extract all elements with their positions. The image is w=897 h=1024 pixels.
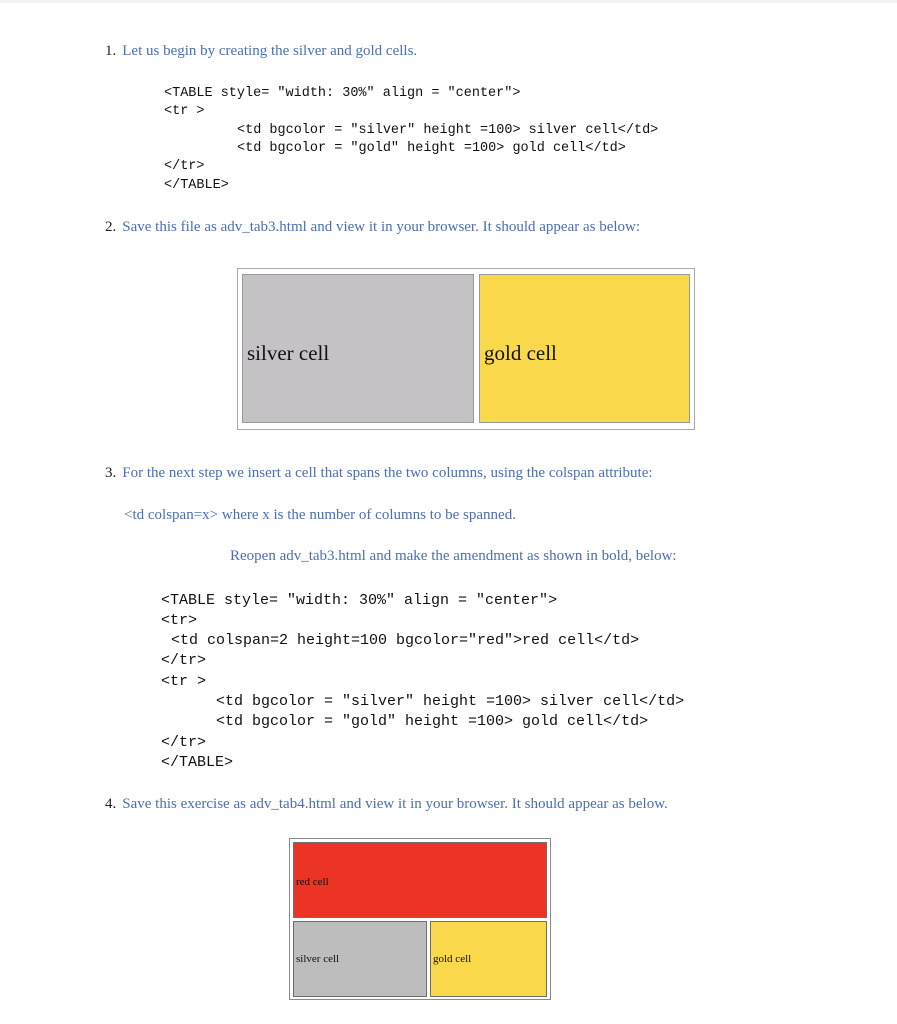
figure-colspan-table bbox=[289, 838, 551, 1000]
step-1-text: Let us begin by creating the silver and gold cells. bbox=[122, 43, 418, 59]
silver-cell bbox=[293, 921, 427, 997]
silver-cell-label: silver cell bbox=[247, 341, 330, 365]
figure-silver-gold-table bbox=[237, 268, 695, 430]
code1-line-1: <TABLE style= "width: 30%" align = "center"> bbox=[164, 86, 521, 101]
step-1-number: 1. bbox=[105, 43, 117, 59]
code2-line-2: <tr> bbox=[161, 612, 198, 629]
code1-line-2: <tr > bbox=[164, 104, 205, 119]
code2-line-4: </tr> bbox=[161, 652, 207, 669]
code2-line-1: <TABLE style= "width: 30%" align = "center"> bbox=[161, 592, 558, 609]
gold-cell bbox=[430, 921, 547, 997]
code1-line-4: <td bgcolor = "gold" height =100> gold cell</td> bbox=[237, 141, 626, 156]
gold-cell-label: gold cell bbox=[433, 953, 472, 965]
gold-cell-label: gold cell bbox=[484, 341, 557, 365]
step-4 bbox=[105, 796, 668, 813]
code1-line-5: </tr> bbox=[164, 159, 205, 174]
step-3 bbox=[105, 465, 653, 482]
step-4-text: Save this exercise as adv_tab4.html and view it in your browser. It should appear as below. bbox=[122, 796, 668, 812]
code2-line-6: <td bgcolor = "silver" height =100> silver cell</td> bbox=[216, 693, 685, 710]
step-3-number: 3. bbox=[105, 465, 117, 481]
silver-cell-label: silver cell bbox=[296, 953, 340, 965]
red-cell bbox=[293, 842, 547, 918]
gold-cell bbox=[479, 274, 690, 423]
step-4-number: 4. bbox=[105, 796, 117, 812]
code2-line-3: <td colspan=2 height=100 bgcolor="red">red cell</td> bbox=[171, 632, 640, 649]
step-1 bbox=[105, 43, 417, 60]
red-cell-label: red cell bbox=[296, 876, 329, 888]
code2-line-7: <td bgcolor = "gold" height =100> gold cell</td> bbox=[216, 713, 649, 730]
silver-cell bbox=[242, 274, 474, 423]
colspan-note: <td colspan=x> where x is the number of columns to be spanned. bbox=[124, 507, 516, 523]
step-2-text: Save this file as adv_tab3.html and view it in your browser. It should appear as below: bbox=[122, 219, 641, 235]
code1-line-3: <td bgcolor = "silver" height =100> silver cell</td> bbox=[237, 123, 659, 138]
step-2-number: 2. bbox=[105, 219, 117, 235]
step-3-text: For the next step we insert a cell that spans the two columns, using the colspan attribute: bbox=[122, 465, 653, 481]
code2-line-5: <tr > bbox=[161, 673, 207, 690]
step-2 bbox=[105, 219, 640, 236]
code2-line-9: </TABLE> bbox=[161, 754, 234, 771]
reopen-note: Reopen adv_tab3.html and make the amendment as shown in bold, below: bbox=[230, 548, 677, 564]
page-top-border bbox=[0, 0, 897, 3]
code2-line-8: </tr> bbox=[161, 734, 207, 751]
code1-line-6: </TABLE> bbox=[164, 178, 229, 193]
